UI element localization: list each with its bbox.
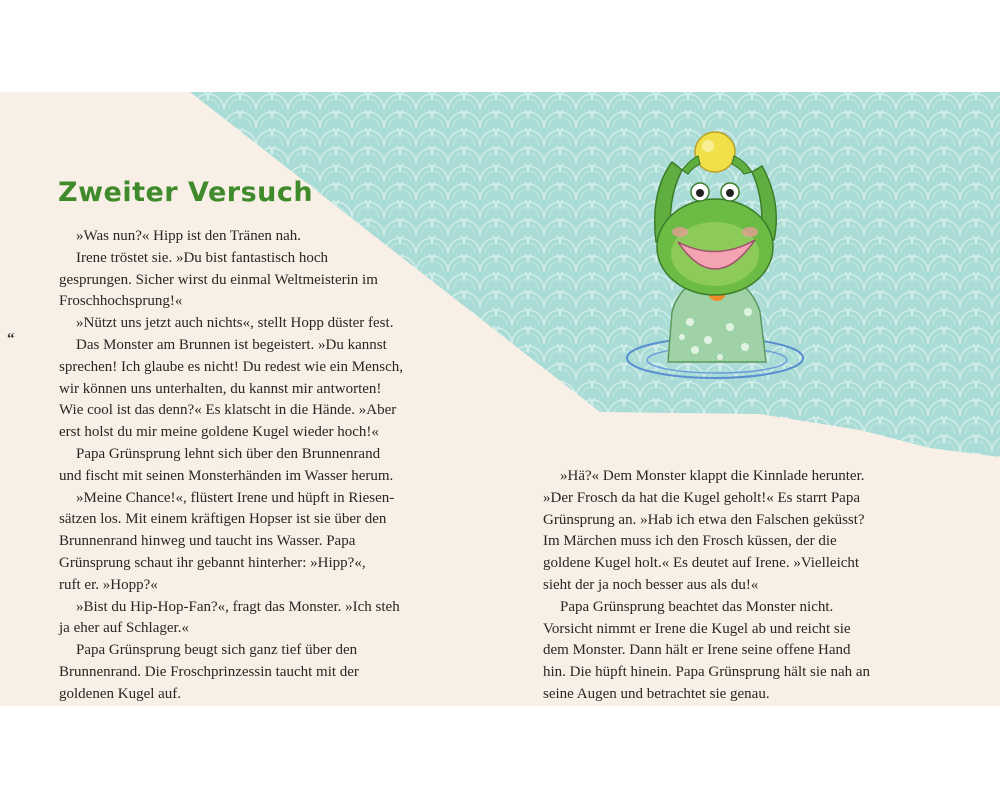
- frog-holding-golden-ball-icon: [620, 122, 810, 382]
- text-line: Brunnenrand. Die Froschprinzessin taucht mit der: [59, 663, 359, 680]
- text-line: ja eher auf Schlager.«: [59, 620, 189, 637]
- text-line: seine Augen und betrachtet sie genau.: [543, 685, 770, 702]
- text-line: »Meine Chance!«, flüstert Irene und hüpft in Riesen-: [76, 489, 395, 506]
- text-line: hin. Die hüpft hinein. Papa Grünsprung hält sie nah an: [543, 664, 871, 681]
- text-line: Grünsprung schaut ihr gebannt hinterher: »Hipp?«,: [59, 554, 366, 571]
- left-text-column: [59, 226, 419, 706]
- text-line: Irene tröstet sie. »Du bist fantastisch hoch: [76, 249, 329, 266]
- text-line: Das Monster am Brunnen ist begeistert. »Du kannst: [76, 336, 387, 353]
- text-line: »Bist du Hip-Hop-Fan?«, fragt das Monster. »Ich steh: [76, 598, 400, 615]
- text-line: Brunnenrand hinweg und taucht ins Wasser. Papa: [59, 533, 356, 550]
- text-line: Wie cool ist das denn?« Es klatscht in die Hände. »Aber: [59, 402, 397, 419]
- text-line: Papa Grünsprung beugt sich ganz tief über den: [76, 642, 358, 659]
- text-line: goldenen Kugel auf.: [59, 685, 182, 702]
- text-line: sätzen los. Mit einem kräftigen Hopser ist sie über den: [59, 511, 387, 528]
- text-line: erst holst du mir meine goldene Kugel wieder hoch!«: [59, 424, 379, 441]
- book-spread: [0, 92, 1000, 706]
- text-line: goldene Kugel holt.« Es deutet auf Irene. »Vielleicht: [543, 555, 860, 572]
- text-line: sieht der ja noch besser aus als du!«: [543, 576, 759, 593]
- text-line: Papa Grünsprung lehnt sich über den Brunnenrand: [76, 445, 381, 462]
- text-line: gesprungen. Sicher wirst du einmal Weltmeisterin im: [59, 271, 378, 288]
- text-line: Froschhochsprung!«: [59, 293, 183, 310]
- text-line: »Hä?« Dem Monster klappt die Kinnlade herunter.: [560, 468, 865, 484]
- text-line: dem Monster. Dann hält er Irene seine offene Hand: [543, 642, 851, 659]
- text-line: »Was nun?« Hipp ist den Tränen nah.: [76, 228, 302, 244]
- chapter-heading: Zweiter Versuch: [58, 177, 314, 208]
- text-line: Vorsicht nimmt er Irene die Kugel ab und reicht sie: [543, 620, 851, 637]
- text-line: ruft er. »Hopp?«: [59, 576, 158, 593]
- margin-quote-mark: “: [7, 331, 15, 347]
- text-line: wir können uns unterhalten, du kannst mir antworten!: [59, 380, 382, 397]
- text-line: »Nützt uns jetzt auch nichts«, stellt Hopp düster fest.: [76, 315, 394, 332]
- right-text-column: [543, 466, 903, 706]
- text-line: sprechen! Ich glaube es nicht! Du redest wie ein Mensch,: [59, 358, 404, 375]
- text-line: und fischt mit seinen Monsterhänden im Wasser herum.: [59, 467, 394, 484]
- text-line: Im Märchen muss ich den Frosch küssen, der die: [543, 533, 837, 550]
- text-line: »Der Frosch da hat die Kugel geholt!« Es starrt Papa: [543, 489, 860, 506]
- text-line: Grünsprung an. »Hab ich etwa den Falschen geküsst?: [543, 511, 865, 528]
- text-line: Papa Grünsprung beachtet das Monster nicht.: [560, 598, 834, 615]
